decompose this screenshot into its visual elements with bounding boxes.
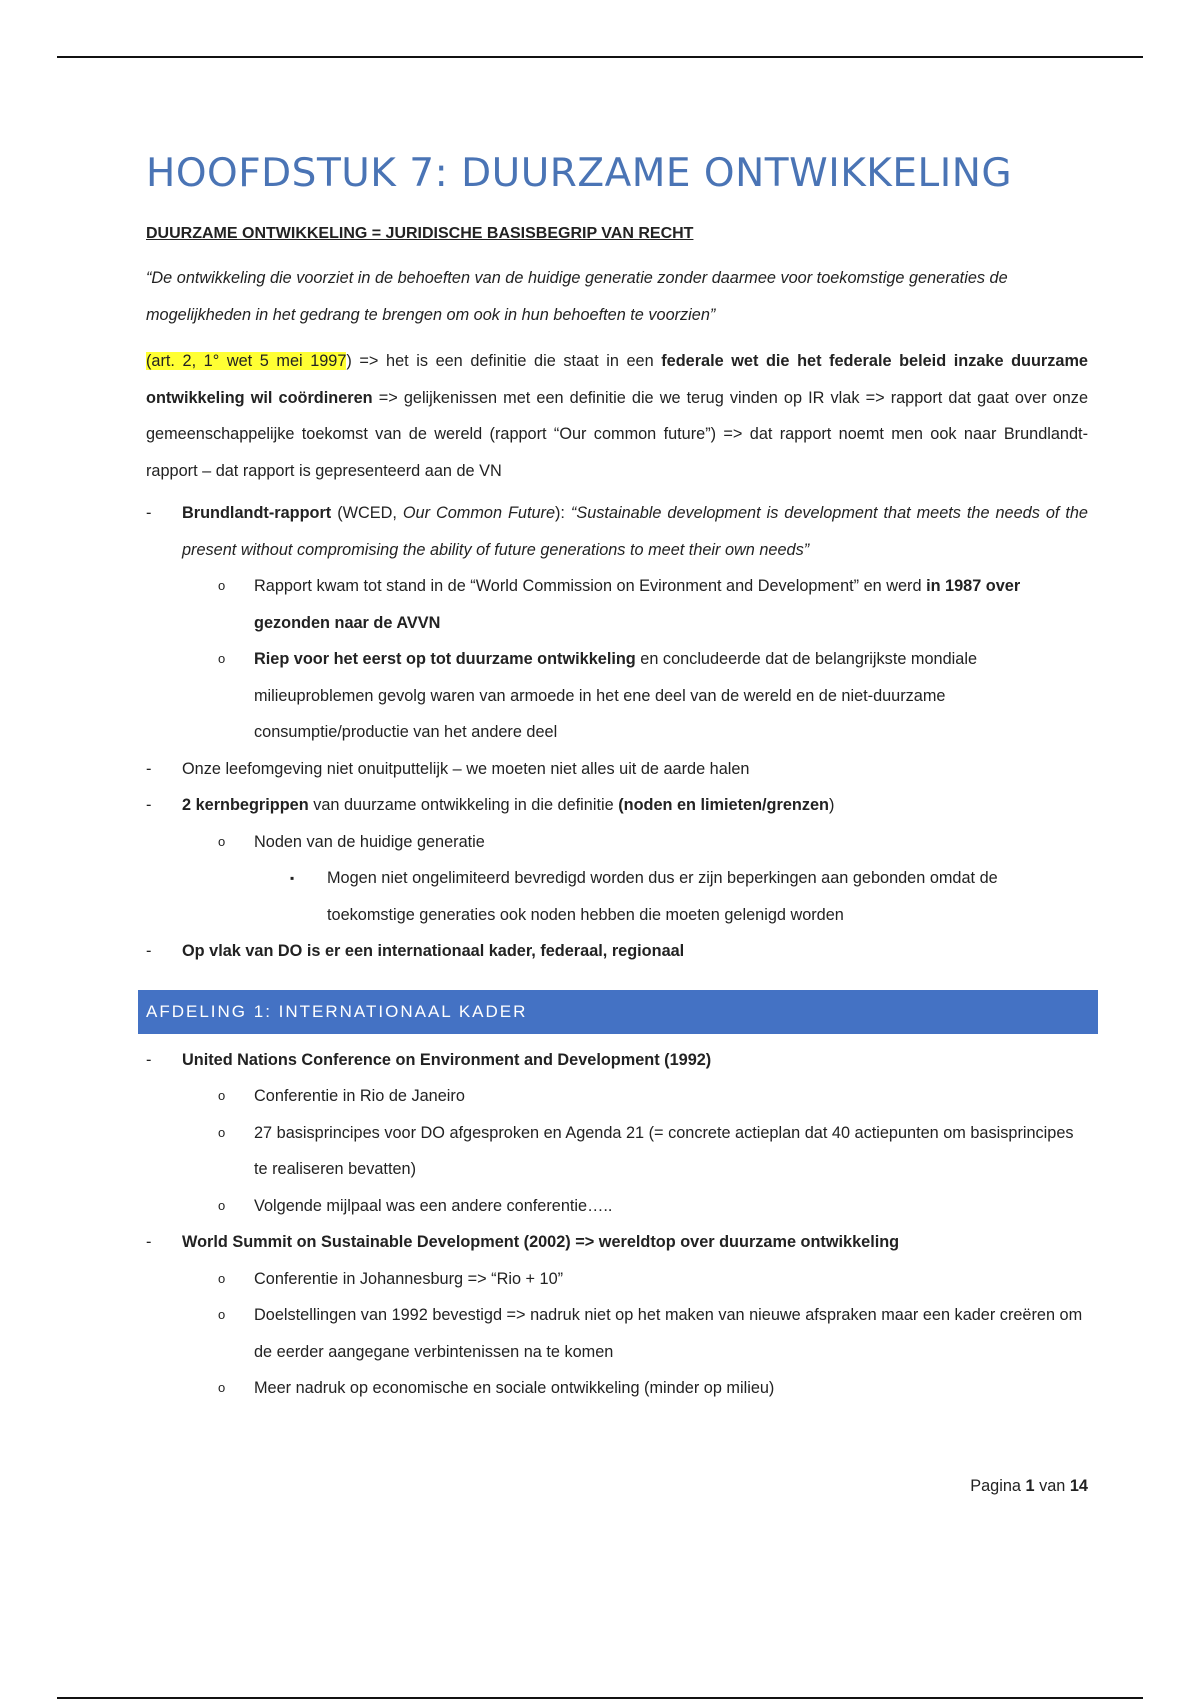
list-item: o Meer nadruk op economische en sociale ontwikkeling (minder op milieu) [146,1370,1088,1407]
intro-paragraph: (art. 2, 1° wet 5 mei 1997) => het is een definitie die staat in een federale wet die het federale beleid inzake duurzame ontwikkeling wil coördineren => gelijkenissen met een definitie die we terug vinden op IR vlak => rapport dat gaat over onze gemeenschappelijke toekomst van de wereld (rapport “Our common future”) => dat rapport noemt men ook naar Brundlandt-rapport – dat rapport is gepresenteerd aan de VN [146,352,1088,480]
circle-bullet: o [218,1088,226,1103]
definition-quote: “De ontwikkeling die voorziet in de behoeften van de huidige generatie zonder daarmee voor toekomstige generaties de mogelijkheden in het gedrang te brengen om ook in hun behoeften te voorzien” [146,269,1008,324]
square-bullet: ▪ [290,871,295,885]
dash-bullet: - [146,1233,152,1251]
list-item: - Onze leefomgeving niet onuitputtelijk – we moeten niet alles uit de aarde halen [146,751,1088,788]
list-item: - 2 kernbegrippen van duurzame ontwikkeling in die definitie (noden en limieten/grenzen) [146,787,1088,824]
circle-bullet: o [218,1197,226,1213]
list-item: o Riep voor het eerst op tot duurzame ontwikkeling en concludeerde dat de belangrijkste mondiale milieuproblemen gevolg waren van armoede in het ene deel van de wereld en de niet-duurzame consumptie/productie van het andere deel [146,641,1088,751]
subheading: DUURZAME ONTWIKKELING = JURIDISCHE BASISBEGRIP VAN RECHT [146,225,694,242]
circle-bullet: o [218,1307,226,1322]
list-item: o 27 basisprincipes voor DO afgesproken en Agenda 21 (= concrete actieplan dat 40 actiepunten om basisprincipes te realiseren bevatten) [146,1115,1088,1188]
dash-bullet: - [146,942,152,960]
list-item: - World Summit on Sustainable Development (2002) => wereldtop over duurzame ontwikkeling [146,1224,1088,1261]
circle-bullet: o [218,1124,226,1140]
page-title: HOOFDSTUK 7: DUURZAME ONTWIKKELING [146,151,1013,196]
page-number: Pagina 1 van 14 [970,1477,1088,1495]
circle-bullet: o [218,651,226,666]
list-item: - Op vlak van DO is er een internationaal kader, federaal, regionaal [146,933,1088,970]
list-item: - United Nations Conference on Environment and Development (1992) [146,1042,1088,1079]
dash-bullet: - [146,796,152,814]
circle-bullet: o [218,833,226,849]
list-item: ▪ Mogen niet ongelimiteerd bevredigd worden dus er zijn beperkingen aan gebonden omdat de toekomstige generaties ook noden hebben die moeten gelenigd worden [146,860,1088,933]
bottom-rule [57,1697,1143,1699]
page-content [146,148,1088,1407]
top-rule [57,56,1143,58]
highlighted-citation: (art. 2, 1° wet 5 mei 1997 [146,352,347,370]
list-item: o Conferentie in Rio de Janeiro [146,1078,1088,1115]
circle-bullet: o [218,1270,226,1286]
circle-bullet: o [218,1380,226,1395]
list-item: o Noden van de huidige generatie [146,824,1088,861]
list-item: - Brundlandt-rapport (WCED, Our Common Future): “Sustainable development is development that meets the needs of the present without compromising the ability of future generations to meet their own needs” [146,495,1088,568]
dash-bullet: - [146,759,152,778]
section-heading-bar: AFDELING 1: INTERNATIONAAL KADER [138,990,1098,1034]
list-item: o Rapport kwam tot stand in de “World Commission on Evironment and Development” en werd in 1987 over gezonden naar de AVVN [146,568,1088,641]
dash-bullet: - [146,504,152,522]
list-item: o Conferentie in Johannesburg => “Rio + 10” [146,1261,1088,1298]
circle-bullet: o [218,578,226,593]
list-item: o Volgende mijlpaal was een andere conferentie….. [146,1188,1088,1225]
dash-bullet: - [146,1050,152,1069]
list-item: o Doelstellingen van 1992 bevestigd => nadruk niet op het maken van nieuwe afspraken maar een kader creëren om de eerder aangegane verbintenissen na te komen [146,1297,1088,1370]
